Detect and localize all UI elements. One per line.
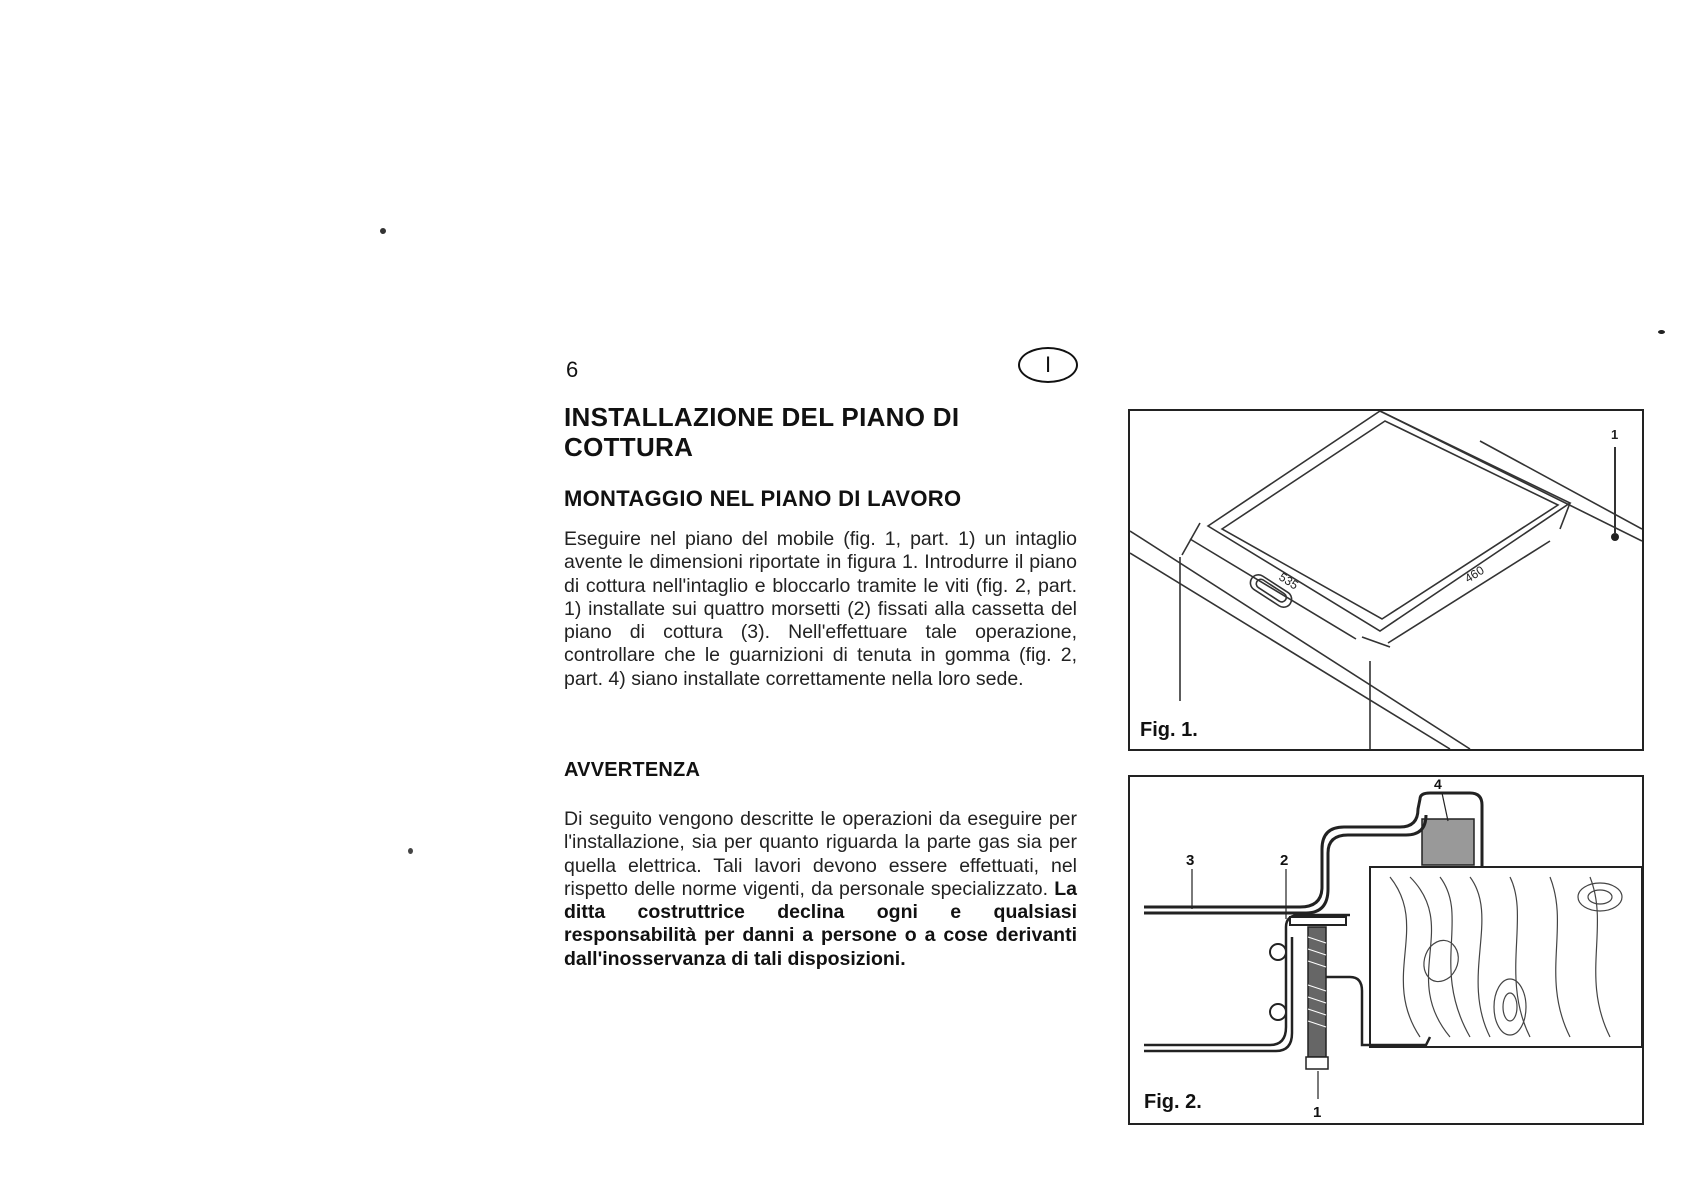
language-badge	[1018, 347, 1078, 383]
section-drawing	[1130, 777, 1642, 1123]
scan-speck	[408, 848, 413, 854]
dimension-label-b: 460	[1462, 563, 1487, 586]
dimension-label-a: 535	[1276, 569, 1301, 593]
scan-speck	[1658, 330, 1665, 334]
figure-1-cutout-diagram	[1128, 409, 1644, 751]
figure-1-caption: Fig. 1.	[1136, 719, 1202, 742]
fixing-screw	[1308, 927, 1326, 1057]
label-part-2: 2	[1280, 852, 1289, 869]
installation-paragraph: Eseguire nel piano del mobile (fig. 1, part. 1) un intaglio avente le dimensioni riportate in figura 1. Introdurre il piano di cottura nell'intaglio e bloccarlo tramite le viti (fig. 2, part. 1) installate sui quattro morsetti (2) fissati alla cassetta del piano di cottura (3). Nell'effettuare tale operazione, controllare che le guarnizioni di tenuta in gomma (fig. 2, part. 4) siano installate correttamente nella loro sede.	[564, 528, 1077, 690]
language-badge-label: I	[1044, 352, 1052, 377]
rubber-gasket	[1422, 819, 1474, 865]
liability-note: La ditta costruttrice declina ogni e qualsiasi responsabilità per danni a persone o a cose derivanti dall'inosservanza di tali disposizioni.	[564, 877, 1077, 970]
page-number: 6	[566, 357, 579, 382]
warning-heading: AVVERTENZA	[564, 759, 701, 781]
part-marker-dot	[1611, 533, 1619, 541]
label-part-4: 4	[1434, 777, 1442, 792]
part-label-1: 1	[1611, 427, 1619, 442]
warning-paragraph	[564, 808, 1077, 971]
cutout-drawing	[1130, 411, 1642, 749]
figure-2-caption: Fig. 2.	[1140, 1091, 1206, 1114]
warning-text: Di seguito vengono descritte le operazioni da eseguire per l'installazione, sia per quanto riguarda la parte gas sia per quella elettrica. Tali lavori devono essere effettuati, nel rispetto delle norme vigenti, da personale specializzato.	[564, 808, 1077, 900]
page-title: INSTALLAZIONE DEL PIANO DI COTTURA	[564, 402, 960, 462]
label-part-1: 1	[1313, 1104, 1322, 1121]
section-heading: MONTAGGIO NEL PIANO DI LAVORO	[564, 486, 962, 511]
figure-2-section-diagram	[1128, 775, 1644, 1125]
scan-speck	[380, 228, 386, 234]
label-part-3: 3	[1186, 852, 1195, 869]
